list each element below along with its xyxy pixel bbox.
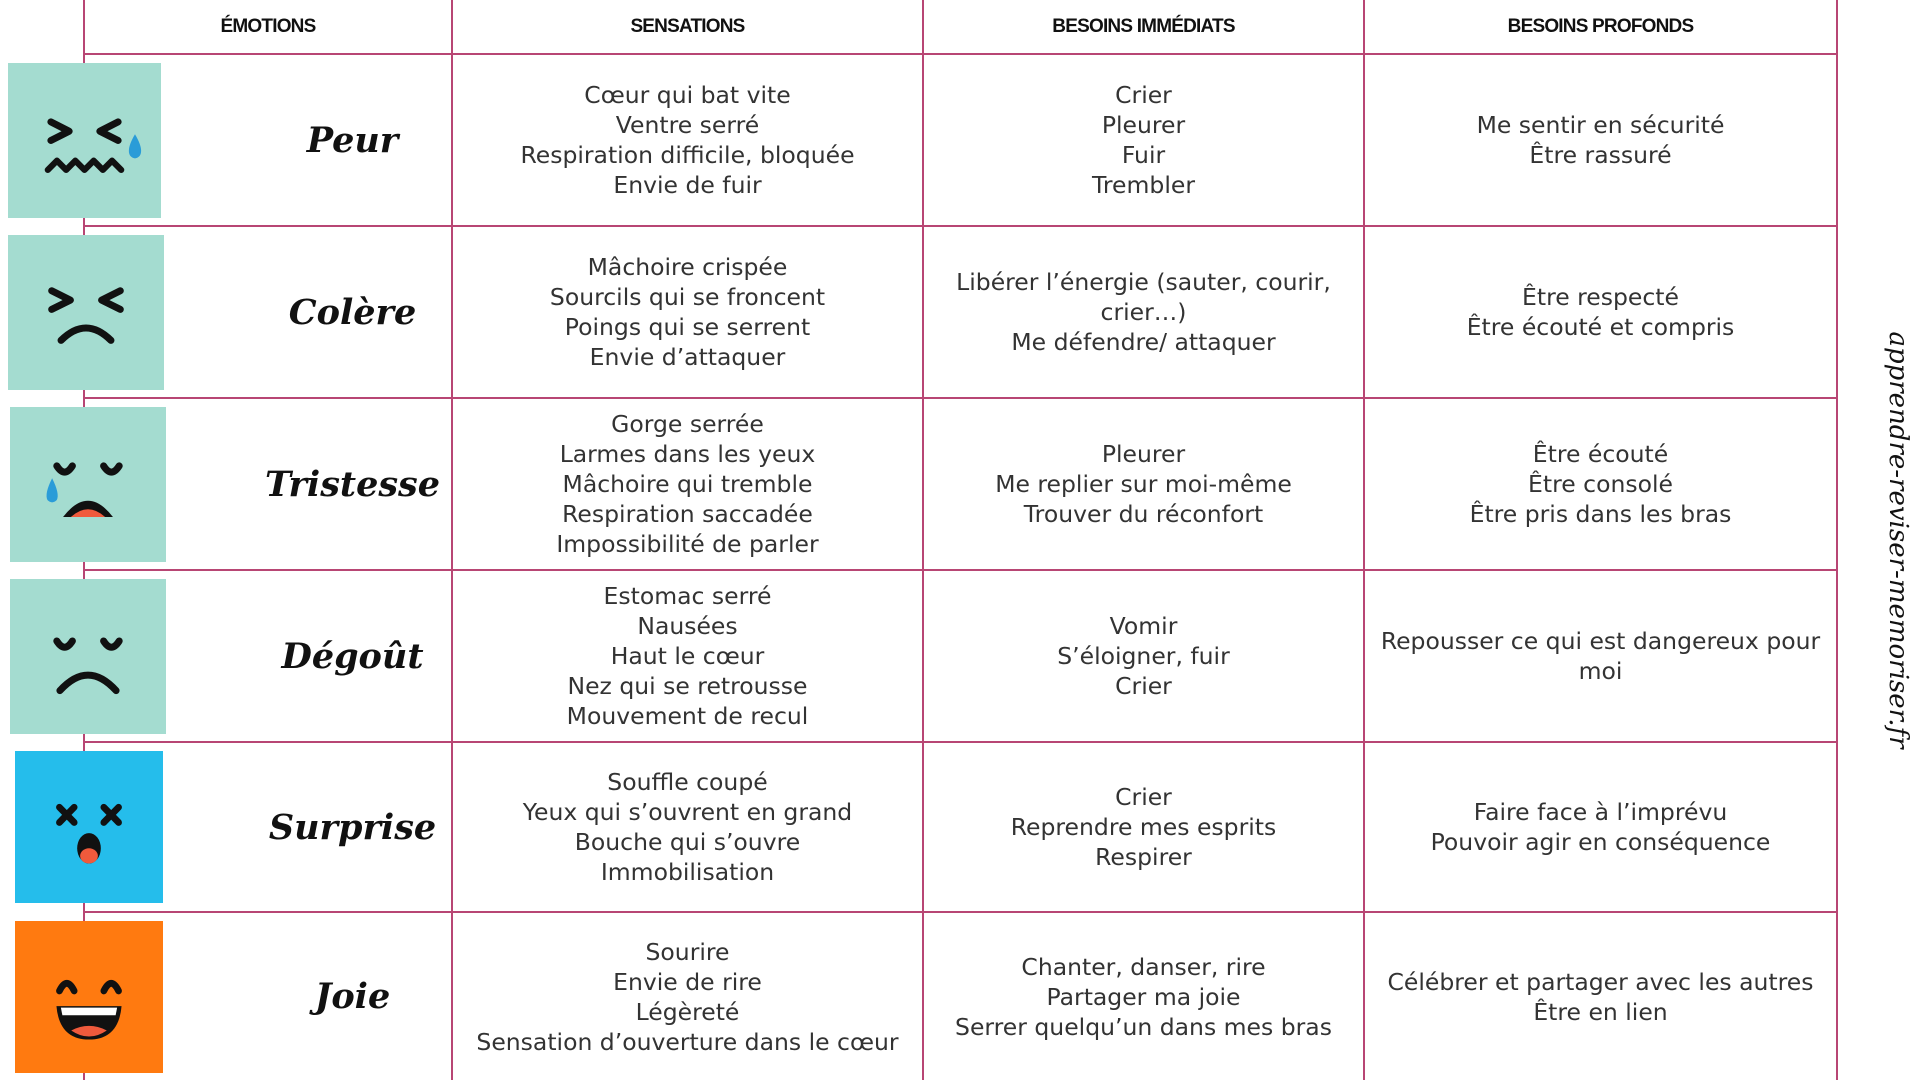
cell-line: Sourcils qui se froncent bbox=[549, 283, 826, 311]
cell-besoins-profonds bbox=[1365, 913, 1836, 1080]
cell-line: Mouvement de recul bbox=[566, 702, 809, 730]
cell-line: Vomir bbox=[1109, 612, 1178, 640]
cell-besoins-immediats bbox=[924, 913, 1363, 1080]
cell-line: Envie d’attaquer bbox=[589, 343, 786, 371]
cell-line: Trembler bbox=[1092, 171, 1195, 199]
cell-line: Larmes dans les yeux bbox=[559, 440, 816, 468]
cell-line: Célébrer et partager avec les autres bbox=[1387, 967, 1814, 996]
cell-line: Nez qui se retrousse bbox=[567, 672, 808, 700]
emotion-name: Colère bbox=[288, 291, 417, 333]
cell-besoins-profonds bbox=[1365, 227, 1836, 397]
cell-sensations bbox=[453, 55, 922, 225]
cell-line: S’éloigner, fuir bbox=[1057, 642, 1230, 670]
cell-besoins-immediats bbox=[924, 571, 1363, 741]
cell-line: Estomac serré bbox=[603, 582, 772, 610]
cell-line: Bouche qui s’ouvre bbox=[574, 828, 801, 856]
cell-sensations bbox=[453, 399, 922, 569]
cell-line: Libérer l’énergie (sauter, courir, bbox=[956, 268, 1331, 296]
cell-line: Respiration difficile, bloquée bbox=[520, 141, 855, 169]
cell-besoins-immediats bbox=[924, 227, 1363, 397]
cell-besoins-profonds bbox=[1365, 743, 1836, 911]
grid-line bbox=[1836, 0, 1838, 1080]
cell-line: crier…) bbox=[1100, 298, 1187, 326]
cell-sensations bbox=[453, 743, 922, 911]
fearful-face-icon bbox=[8, 63, 161, 218]
cell-line: Crier bbox=[1115, 783, 1172, 811]
cell-line: Crier bbox=[1115, 672, 1172, 700]
cell-line: Sensation d’ouverture dans le cœur bbox=[476, 1027, 899, 1056]
cell-besoins-profonds bbox=[1365, 399, 1836, 569]
cell-line: Ventre serré bbox=[615, 111, 760, 139]
happy-face-icon bbox=[15, 921, 163, 1073]
cell-line: Repousser ce qui est dangereux pour bbox=[1380, 627, 1821, 655]
cell-line: Respiration saccadée bbox=[562, 500, 813, 528]
cell-sensations bbox=[453, 571, 922, 741]
cell-besoins-immediats bbox=[924, 55, 1363, 225]
cell-line: Me défendre/ attaquer bbox=[1011, 328, 1276, 356]
emotion-name: Dégoût bbox=[281, 635, 424, 677]
cell-line: Être consolé bbox=[1528, 470, 1673, 498]
header-emotions: ÉMOTIONS bbox=[220, 16, 316, 37]
cell-line: Impossibilité de parler bbox=[556, 530, 819, 558]
cell-line: Me replier sur moi-même bbox=[995, 470, 1292, 498]
cell-line: Reprendre mes esprits bbox=[1010, 813, 1277, 841]
cell-line: Crier bbox=[1115, 81, 1172, 109]
cell-line: moi bbox=[1578, 657, 1623, 685]
cell-besoins-immediats bbox=[924, 743, 1363, 911]
cell-line: Pouvoir agir en conséquence bbox=[1430, 828, 1771, 856]
cell-line: Faire face à l’imprévu bbox=[1473, 798, 1728, 826]
cell-line: Respirer bbox=[1095, 843, 1192, 871]
cell-line: Chanter, danser, rire bbox=[1021, 952, 1266, 981]
cell-line: Mâchoire crispée bbox=[587, 253, 788, 281]
cell-line: Me sentir en sécurité bbox=[1476, 111, 1725, 139]
cell-line: Souffle coupé bbox=[607, 768, 768, 796]
cell-line: Pleurer bbox=[1101, 440, 1186, 468]
disgusted-face-icon bbox=[10, 579, 166, 734]
emotion-name: Tristesse bbox=[264, 463, 441, 505]
cell-line: Cœur qui bat vite bbox=[584, 81, 791, 109]
cell-line: Gorge serrée bbox=[611, 410, 764, 438]
emotion-name: Joie bbox=[314, 976, 391, 1017]
header-sensations: SENSATIONS bbox=[630, 16, 745, 37]
cell-line: Yeux qui s’ouvrent en grand bbox=[522, 798, 853, 826]
cell-line: Mâchoire qui tremble bbox=[562, 470, 813, 498]
crying-face-icon bbox=[10, 407, 166, 562]
emotion-name: Surprise bbox=[268, 806, 437, 848]
site-watermark: apprendre-reviser-memoriser.fr bbox=[1883, 331, 1913, 749]
cell-line: Être en lien bbox=[1533, 997, 1668, 1026]
surprised-face-icon bbox=[15, 751, 163, 903]
angry-face-icon bbox=[8, 235, 164, 390]
emotion-name: Peur bbox=[306, 119, 399, 161]
cell-line: Serrer quelqu’un dans mes bras bbox=[955, 1012, 1332, 1041]
cell-line: Trouver du réconfort bbox=[1023, 500, 1264, 528]
cell-line: Fuir bbox=[1121, 141, 1166, 169]
cell-line: Légèreté bbox=[635, 997, 740, 1026]
cell-line: Immobilisation bbox=[600, 858, 775, 886]
cell-line: Nausées bbox=[637, 612, 738, 640]
cell-line: Partager ma joie bbox=[1046, 982, 1241, 1011]
cell-line: Être respecté bbox=[1522, 283, 1679, 311]
cell-line: Être rassuré bbox=[1529, 141, 1672, 169]
header-besoins-profonds: BESOINS PROFONDS bbox=[1507, 16, 1694, 37]
header-besoins-immediats: BESOINS IMMÉDIATS bbox=[1052, 16, 1235, 37]
cell-line: Envie de rire bbox=[613, 967, 762, 996]
cell-besoins-immediats bbox=[924, 399, 1363, 569]
cell-line: Pleurer bbox=[1101, 111, 1186, 139]
cell-line: Être écouté bbox=[1532, 440, 1669, 468]
cell-sensations bbox=[453, 227, 922, 397]
cell-line: Envie de fuir bbox=[613, 171, 762, 199]
cell-besoins-profonds bbox=[1365, 55, 1836, 225]
cell-line: Être pris dans les bras bbox=[1469, 500, 1732, 528]
cell-sensations bbox=[453, 913, 922, 1080]
cell-besoins-profonds bbox=[1365, 571, 1836, 741]
cell-line: Haut le cœur bbox=[610, 642, 765, 670]
cell-line: Sourire bbox=[645, 937, 730, 966]
cell-line: Être écouté et compris bbox=[1466, 313, 1735, 341]
cell-line: Poings qui se serrent bbox=[564, 313, 811, 341]
